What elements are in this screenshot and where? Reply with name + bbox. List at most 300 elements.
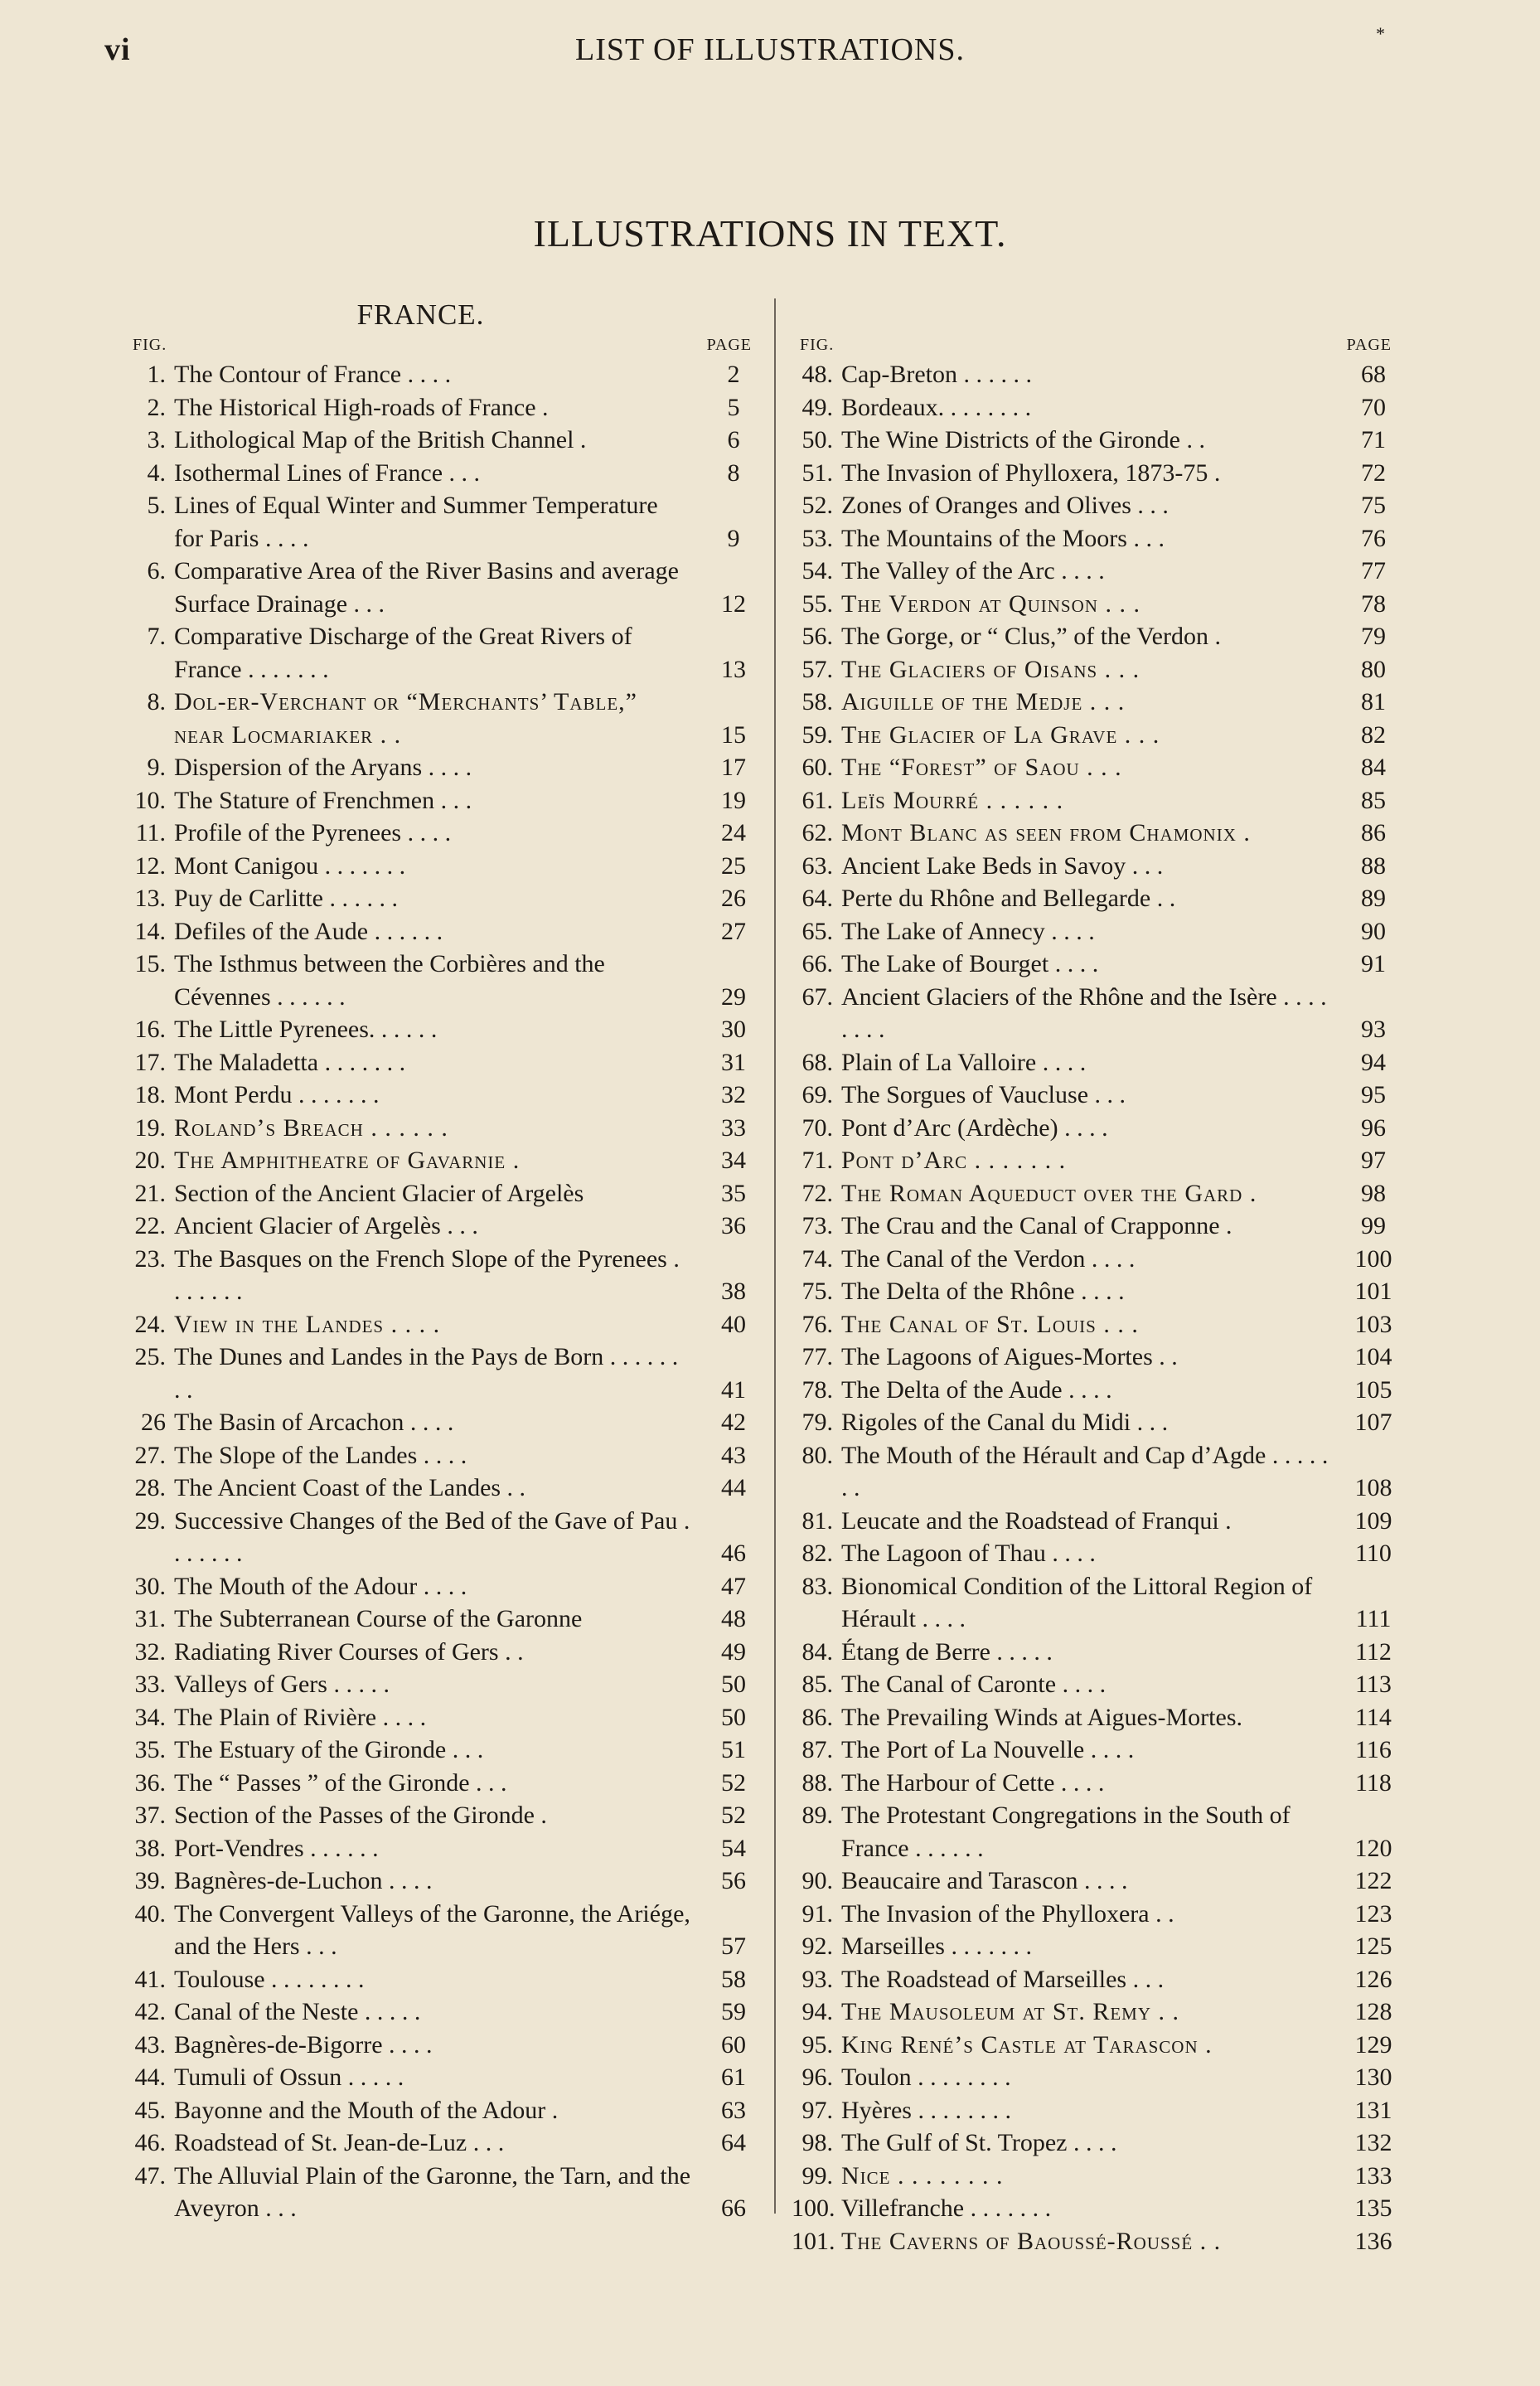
figure-number: 14. (134, 917, 166, 945)
figure-title: The Protestant Congregations in the South of France . . . . . . (841, 1802, 1291, 1862)
figure-title: Section of the Ancient Glacier of Argelès (174, 1179, 584, 1207)
figure-number: 59. (801, 720, 833, 749)
figure-title: Isothermal Lines of France . . . (174, 458, 481, 487)
page-ref: 99 (1361, 1212, 1386, 1239)
list-item (124, 1570, 758, 1603)
page-ref: 96 (1361, 1113, 1386, 1142)
list-item (792, 1734, 1398, 1767)
figure-number: 68. (801, 1048, 833, 1076)
page-label: PAGE (706, 336, 752, 354)
figure-number: 80. (801, 1441, 833, 1469)
page-ref: 125 (1354, 1933, 1392, 1960)
figure-title: Lithological Map of the British Channel . (174, 426, 587, 453)
figure-number: 37. (134, 1802, 166, 1829)
list-item (124, 1013, 758, 1046)
page-ref: 17 (721, 754, 746, 781)
page-ref: 94 (1361, 1048, 1386, 1076)
page-ref: 64 (721, 2129, 746, 2156)
figure-number: 54. (801, 557, 833, 584)
page-ref: 34 (721, 1147, 746, 1174)
figure-title: The Lagoon of Thau . . . . (841, 1540, 1096, 1567)
left-column (124, 298, 758, 2225)
page-ref: 113 (1355, 1671, 1392, 1698)
figure-number: 51. (801, 458, 833, 487)
page-ref: 77 (1361, 557, 1386, 584)
page-ref: 86 (1361, 819, 1386, 846)
page-ref: 71 (1361, 426, 1386, 453)
list-item (792, 1177, 1398, 1210)
page-ref: 9 (727, 524, 740, 552)
figure-title: The Basin of Arcachon . . . . (174, 1409, 454, 1436)
figure-number: 77. (801, 1343, 833, 1370)
column-header (124, 332, 758, 358)
page-ref: 133 (1354, 2161, 1392, 2190)
figure-title: The Delta of the Rhône . . . . (841, 1278, 1125, 1305)
figure-number: 9. (147, 754, 166, 781)
list-item (792, 2160, 1398, 2193)
figure-number: 45. (134, 2096, 166, 2124)
list-item (124, 948, 758, 1013)
figure-title: Toulon . . . . . . . . (841, 2064, 1011, 2091)
page-ref: 97 (1361, 1147, 1386, 1174)
figure-title: View in the Landes . . . . (174, 1310, 441, 1338)
list-item (124, 1439, 758, 1472)
page-ref: 19 (721, 786, 746, 814)
figure-title: Rigoles of the Canal du Midi . . . (841, 1409, 1169, 1436)
figure-title: The Isthmus between the Corbières and the Cévennes . . . . . . (174, 950, 605, 1011)
list-item (124, 1406, 758, 1439)
figure-title: Bordeaux. . . . . . . . (841, 393, 1032, 421)
figure-number: 16. (134, 1016, 166, 1043)
right-column (792, 298, 1398, 2257)
figure-number: 72. (801, 1179, 833, 1207)
page-ref: 36 (721, 1212, 746, 1239)
figure-number: 15. (134, 950, 166, 977)
figure-title: Étang de Berre . . . . . (841, 1637, 1053, 1666)
page-ref: 61 (721, 2064, 746, 2091)
page-ref: 105 (1354, 1375, 1392, 1404)
list-item (792, 588, 1398, 621)
figure-number: 8. (147, 688, 166, 715)
list-item (124, 1734, 758, 1767)
figure-number: 13. (134, 885, 166, 912)
figure-number: 6. (147, 557, 166, 584)
list-item (124, 1472, 758, 1505)
list-item (792, 1439, 1398, 1505)
page-ref: 6 (727, 426, 740, 453)
figure-number: 78. (801, 1375, 833, 1404)
figure-title: Leïs Mourré . . . . . . (841, 786, 1064, 814)
list-item (792, 2225, 1398, 2258)
figure-number: 88. (801, 1768, 833, 1797)
corner-mark: * (1376, 23, 1385, 44)
page-ref: 52 (721, 1768, 746, 1797)
list-item (792, 784, 1398, 817)
figure-number: 1. (147, 361, 166, 388)
list-item (792, 1799, 1398, 1865)
page-ref: 40 (721, 1310, 746, 1338)
figure-title: The Mausoleum at St. Remy . . (841, 1998, 1180, 2025)
figure-title: The Mountains of the Moors . . . (841, 524, 1165, 552)
figure-title: The Lagoons of Aigues-Mortes . . (841, 1343, 1178, 1370)
list-item (792, 620, 1398, 653)
list-item (124, 1308, 758, 1341)
figure-title: Canal of the Neste . . . . . (174, 1998, 421, 2025)
list-item (124, 882, 758, 915)
figure-title: The Slope of the Landes . . . . (174, 1441, 467, 1469)
page-ref: 101 (1354, 1278, 1392, 1305)
figure-number: 63. (801, 851, 833, 880)
page-ref: 120 (1354, 1834, 1392, 1862)
page-ref: 29 (721, 982, 746, 1011)
page-ref: 68 (1361, 361, 1386, 388)
figure-number: 34. (134, 1703, 166, 1731)
figure-title: The Convergent Valleys of the Garonne, the Ariége, and the Hers . . . (174, 1899, 690, 1960)
figure-number: 26 (141, 1409, 166, 1436)
list-item (792, 2192, 1398, 2225)
figure-title: Radiating River Courses of Gers . . (174, 1637, 524, 1666)
list-item (792, 457, 1398, 490)
page-ref: 95 (1361, 1081, 1386, 1108)
list-item (792, 2094, 1398, 2127)
page-ref: 112 (1355, 1637, 1392, 1666)
figure-title: The Dunes and Landes in the Pays de Born . . . . . . . . (174, 1343, 679, 1404)
page-ref: 75 (1361, 492, 1386, 519)
figure-title: Marseilles . . . . . . . (841, 1933, 1032, 1960)
figure-number: 17. (134, 1048, 166, 1076)
page-ref: 59 (721, 1998, 746, 2025)
figure-title: The Roadstead of Marseilles . . . (841, 1965, 1165, 1993)
figure-title: The “Forest” of Saou . . . (841, 754, 1122, 781)
figure-number: 67. (801, 982, 833, 1011)
page-ref: 132 (1354, 2129, 1392, 2156)
figure-title: Leucate and the Roadstead of Franqui . (841, 1506, 1232, 1535)
list-item (792, 1079, 1398, 1112)
page-ref: 2 (727, 361, 740, 388)
figure-number: 39. (134, 1867, 166, 1894)
page-ref: 47 (721, 1572, 746, 1600)
figure-title: The Glaciers of Oisans . . . (841, 655, 1140, 683)
list-item (124, 2127, 758, 2160)
figure-title: Successive Changes of the Bed of the Gave of Pau . . . . . . . (174, 1506, 690, 1567)
page-ref: 84 (1361, 754, 1386, 781)
list-item (792, 751, 1398, 784)
figure-number: 86. (801, 1703, 833, 1731)
figure-title: Comparative Discharge of the Great Rivers of France . . . . . . . (174, 623, 632, 683)
figure-number: 87. (801, 1736, 833, 1763)
figure-title: The Ancient Coast of the Landes . . (174, 1474, 526, 1501)
figure-number: 91. (801, 1899, 833, 1928)
figure-title: Ancient Glaciers of the Rhône and the Isère . . . . . . . . (841, 982, 1327, 1043)
figure-number: 22. (134, 1212, 166, 1239)
list-item (792, 1210, 1398, 1243)
figure-title: Tumuli of Ossun . . . . . (174, 2064, 404, 2091)
list-item (124, 555, 758, 620)
figure-title: Dispersion of the Aryans . . . . (174, 754, 472, 781)
list-item (124, 817, 758, 850)
figure-title: The Sorgues of Vaucluse . . . (841, 1081, 1126, 1108)
list-item (792, 1046, 1398, 1079)
page-ref: 122 (1354, 1867, 1392, 1894)
figure-title: The Valley of the Arc . . . . (841, 557, 1105, 584)
list-item (124, 2061, 758, 2094)
page-ref: 98 (1361, 1179, 1386, 1207)
section-title: FRANCE. (356, 298, 485, 331)
figure-number: 96. (801, 2064, 833, 2091)
figure-title: Ancient Lake Beds in Savoy . . . (841, 851, 1164, 880)
page-ref: 41 (721, 1375, 746, 1404)
list-item (124, 915, 758, 948)
figure-number: 18. (134, 1081, 166, 1108)
list-item (124, 1767, 758, 1800)
list-item (124, 391, 758, 424)
page-ref: 38 (721, 1278, 746, 1305)
figure-title: Bagnères-de-Bigorre . . . . (174, 2030, 433, 2059)
page-ref: 128 (1354, 1998, 1392, 2025)
list-item (792, 555, 1398, 588)
list-item (792, 1570, 1398, 1636)
figure-number: 71. (801, 1147, 833, 1174)
page-ref: 91 (1361, 950, 1386, 977)
page-ref: 42 (721, 1409, 746, 1436)
page-ref: 8 (727, 458, 740, 487)
list-item (792, 358, 1398, 391)
figure-number: 36. (134, 1768, 166, 1797)
figure-title: King René’s Castle at Tarascon . (841, 2030, 1213, 2059)
list-item (124, 424, 758, 457)
list-item (124, 1046, 758, 1079)
page-ref: 58 (721, 1965, 746, 1993)
figure-title: The Delta of the Aude . . . . (841, 1375, 1112, 1404)
figure-number: 29. (134, 1506, 166, 1535)
fig-label: FIG. (133, 336, 167, 354)
figure-title: Aiguille of the Medje . . . (841, 688, 1126, 715)
figure-number: 76. (801, 1310, 833, 1338)
page-ref: 56 (721, 1867, 746, 1894)
page-ref: 80 (1361, 655, 1386, 683)
figure-number: 101. (792, 2227, 835, 2255)
page-ref: 126 (1354, 1965, 1392, 1993)
list-item (124, 1701, 758, 1734)
list-item (792, 653, 1398, 686)
list-item (792, 424, 1398, 457)
list-item (792, 1374, 1398, 1407)
figure-title: Dol-er-Verchant or “Merchants’ Table,” near Locmariaker . . (174, 688, 638, 749)
figure-number: 44. (134, 2064, 166, 2091)
list-item (792, 1865, 1398, 1898)
page-ref: 30 (721, 1016, 746, 1043)
figure-title: Bionomical Condition of the Littoral Region of Hérault . . . . (841, 1572, 1313, 1632)
figure-number: 58. (801, 688, 833, 715)
page-ref: 54 (721, 1834, 746, 1862)
figure-title: Valleys of Gers . . . . . (174, 1671, 390, 1698)
figure-title: Beaucaire and Tarascon . . . . (841, 1867, 1128, 1894)
list-item (792, 1701, 1398, 1734)
page-ref: 131 (1354, 2096, 1392, 2124)
illustration-list-right (792, 358, 1398, 2257)
figure-number: 12. (134, 851, 166, 880)
figure-number: 30. (134, 1572, 166, 1600)
page-number: vi (104, 32, 131, 67)
figure-title: Pont d’Arc . . . . . . . (841, 1147, 1067, 1174)
list-item (792, 1275, 1398, 1308)
page-ref: 110 (1355, 1540, 1392, 1567)
figure-number: 69. (801, 1081, 833, 1108)
page-ref: 48 (721, 1605, 746, 1632)
figure-title: The Invasion of the Phylloxera . . (841, 1899, 1174, 1928)
page-ref: 76 (1361, 524, 1386, 552)
figure-title: Comparative Area of the River Basins and average Surface Drainage . . . (174, 557, 679, 618)
page-ref: 108 (1354, 1474, 1392, 1501)
figure-title: Mont Canigou . . . . . . . (174, 851, 406, 880)
figure-number: 60. (801, 754, 833, 781)
page-ref: 114 (1355, 1703, 1392, 1731)
figure-number: 21. (134, 1179, 166, 1207)
page-ref: 12 (721, 589, 746, 618)
figure-number: 4. (147, 458, 166, 487)
page-ref: 118 (1355, 1768, 1392, 1797)
list-item (792, 686, 1398, 719)
figure-title: Bagnères-de-Luchon . . . . (174, 1867, 433, 1894)
figure-title: The Estuary of the Gironde . . . (174, 1736, 484, 1763)
list-item (124, 1636, 758, 1669)
list-item (124, 1603, 758, 1636)
figure-title: The Harbour of Cette . . . . (841, 1768, 1105, 1797)
figure-title: Hyères . . . . . . . . (841, 2096, 1011, 2124)
figure-title: Nice . . . . . . . . (841, 2161, 1004, 2190)
figure-number: 79. (801, 1409, 833, 1436)
page-ref: 135 (1354, 2194, 1392, 2222)
figure-number: 70. (801, 1113, 833, 1142)
figure-number: 41. (134, 1965, 166, 1993)
list-item (792, 1341, 1398, 1374)
page-ref: 72 (1361, 458, 1386, 487)
page-ref: 100 (1354, 1244, 1392, 1273)
page-ref: 88 (1361, 851, 1386, 880)
list-item (792, 2029, 1398, 2062)
figure-number: 92. (801, 1933, 833, 1960)
figure-title: Bayonne and the Mouth of the Adour . (174, 2096, 559, 2124)
figure-number: 11. (135, 819, 166, 846)
fig-label: FIG. (800, 336, 835, 354)
list-item (124, 2160, 758, 2225)
figure-number: 98. (801, 2129, 833, 2156)
list-item (792, 1537, 1398, 1570)
list-item (792, 2061, 1398, 2094)
figure-number: 82. (801, 1540, 833, 1567)
figure-number: 62. (801, 819, 833, 846)
figure-number: 95. (801, 2030, 833, 2059)
page-ref: 78 (1361, 589, 1386, 618)
figure-title: The Amphitheatre of Gavarnie . (174, 1147, 521, 1174)
figure-title: Villefranche . . . . . . . (841, 2194, 1052, 2222)
page-ref: 82 (1361, 720, 1386, 749)
figure-number: 94. (801, 1998, 833, 2025)
figure-number: 89. (801, 1802, 833, 1829)
page-ref: 136 (1354, 2227, 1392, 2255)
list-item (124, 489, 758, 555)
figure-title: The Little Pyrenees. . . . . . (174, 1016, 438, 1043)
page-ref: 109 (1354, 1506, 1392, 1535)
page-ref: 52 (721, 1802, 746, 1829)
figure-number: 65. (801, 917, 833, 945)
page-ref: 111 (1355, 1605, 1392, 1632)
figure-title: The Caverns of Baoussé-Roussé . . (841, 2227, 1222, 2255)
list-item (792, 948, 1398, 981)
figure-number: 100. (792, 2194, 835, 2222)
figure-title: Mont Perdu . . . . . . . (174, 1081, 380, 1108)
list-item (124, 1210, 758, 1243)
list-item (124, 850, 758, 883)
figure-title: Pont d’Arc (Ardèche) . . . . (841, 1113, 1108, 1142)
figure-number: 2. (147, 393, 166, 421)
page-ref: 13 (721, 655, 746, 683)
page-ref: 70 (1361, 393, 1386, 421)
figure-title: The Canal of Caronte . . . . (841, 1671, 1107, 1698)
list-item (124, 1341, 758, 1406)
running-title: LIST OF ILLUSTRATIONS. (575, 32, 965, 67)
list-item (792, 981, 1398, 1046)
figure-title: Port-Vendres . . . . . . (174, 1834, 379, 1862)
figure-title: Roland’s Breach . . . . . . (174, 1113, 448, 1142)
page-ref: 116 (1355, 1736, 1392, 1763)
page-ref: 60 (721, 2030, 746, 2059)
page-ref: 89 (1361, 885, 1386, 912)
page-ref: 51 (721, 1736, 746, 1763)
figure-number: 57. (801, 655, 833, 683)
list-item (124, 1505, 758, 1570)
list-item (124, 1865, 758, 1898)
page-ref: 93 (1361, 1016, 1386, 1043)
figure-title: The Stature of Frenchmen . . . (174, 786, 472, 814)
list-item (124, 1144, 758, 1177)
list-item (124, 686, 758, 751)
figure-number: 48. (801, 361, 833, 388)
page-ref: 129 (1354, 2030, 1392, 2059)
page-ref: 25 (721, 851, 746, 880)
figure-title: The Mouth of the Hérault and Cap d’Agde . . . . . . . (841, 1441, 1329, 1501)
list-item (124, 1832, 758, 1865)
page-ref: 66 (721, 2194, 746, 2222)
page-label: PAGE (1346, 336, 1392, 354)
list-item (792, 882, 1398, 915)
figure-number: 38. (134, 1834, 166, 1862)
figure-title: The Plain of Rivière . . . . (174, 1703, 427, 1731)
figure-number: 47. (134, 2161, 166, 2190)
figure-title: Plain of La Valloire . . . . (841, 1048, 1087, 1076)
list-item (792, 1636, 1398, 1669)
list-item (124, 1079, 758, 1112)
figure-number: 24. (134, 1310, 166, 1338)
figure-number: 53. (801, 524, 833, 552)
page-ref: 24 (721, 819, 746, 846)
figure-title: The Historical High-roads of France . (174, 393, 549, 421)
list-item (124, 457, 758, 490)
page-ref: 15 (721, 720, 746, 749)
list-item (792, 817, 1398, 850)
figure-number: 19. (134, 1113, 166, 1142)
list-item (124, 1243, 758, 1308)
figure-title: The Lake of Bourget . . . . (841, 950, 1099, 977)
figure-number: 85. (801, 1671, 833, 1698)
figure-title: The Subterranean Course of the Garonne (174, 1605, 583, 1632)
list-item (792, 1112, 1398, 1145)
figure-number: 23. (134, 1244, 166, 1273)
figure-number: 7. (147, 623, 166, 650)
column-header (792, 298, 1398, 358)
figure-number: 43. (134, 2030, 166, 2059)
figure-number: 90. (801, 1867, 833, 1894)
